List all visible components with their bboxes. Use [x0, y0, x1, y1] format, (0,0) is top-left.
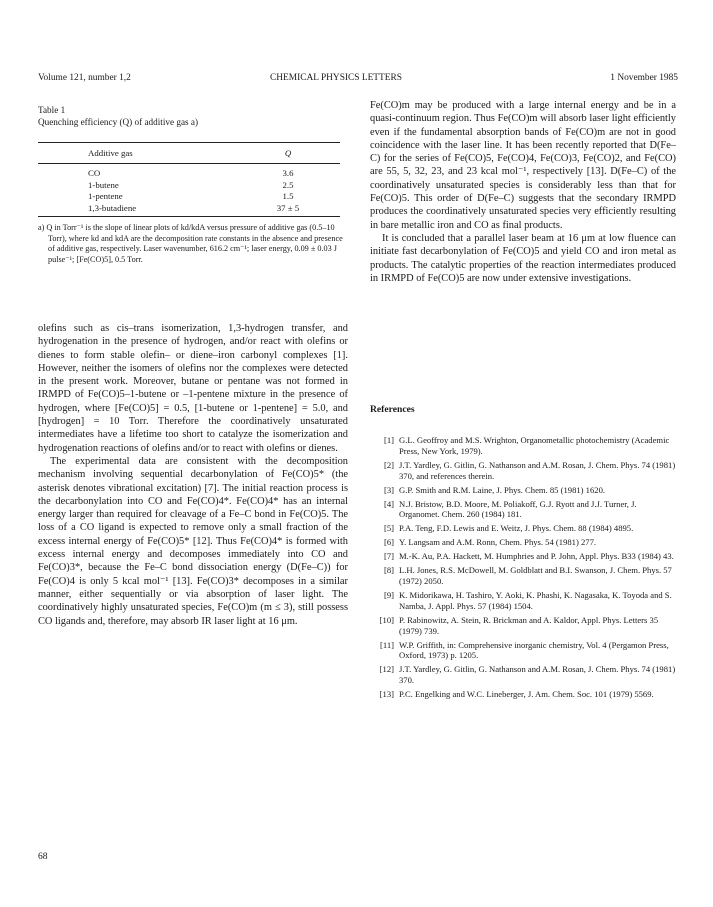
table-bottom-rule [38, 216, 340, 217]
right-column-text [370, 99, 676, 285]
reference-text: W.P. Griffith, in: Comprehensive inorganic chemistry, Vol. 4 (Pergamon Press, Oxford, 1973) p. 1205. [399, 639, 669, 661]
paragraph: olefins such as cis–trans isomerization, 1,3-hydrogen transfer, and hydrogenation in the presence of hydrogen, and/or react with olefins or dienes to form stable olefin– or diene–iron carbonyl complexes [1]. However, neither the isomers of olefins nor the complexes were detected in the present work. Moreover, butane or pentane was not formed in IRMPD of Fe(CO)5–1-butene or –1-pentene mixture in the presence of hydrogen, where [Fe(CO)5] = 0.5, [1-butene or 1-pentene] = 5.0, and [hydrogen] = 10 Torr. Therefore the coordinatively unsaturated intermediates have a lifetime too short to catalyze the isomerization and hydrogenation reactions of olefins and/or to react with olefins or dienes. [38, 323, 348, 454]
reference-text: P.C. Engelking and W.C. Lineberger, J. Am. Chem. Soc. 101 (1979) 5569. [399, 689, 654, 700]
column-header-q: Q [284, 148, 292, 158]
journal-name: CHEMICAL PHYSICS LETTERS [270, 73, 402, 83]
reference-number: [6] [383, 537, 394, 548]
paragraph: Fe(CO)m may be produced with a large internal energy and be in a quasi-continuum region. Thus Fe(CO)m will absorb laser light efficiently even if the fundamental absorption bands of Fe(CO)m are not in good coincidence with the laser line. It has been recently reported that D(Fe–C) for the series of Fe(CO)5, Fe(CO)4, Fe(CO)3, Fe(CO)2, and Fe(CO) are 55, 5, 32, 23, and 23 kcal mol⁻¹, respectively [13]. D(Fe–C) of the coordinatively unsaturated species is considerably less than that for Fe(CO)5. This order of D(Fe–C) suggests that the secondary IRMPD produces the coordinatively unsaturated species very efficiently resulting in bare metallic iron and CO as final products. [370, 100, 676, 231]
reference-item [370, 664, 676, 686]
reference-text: P.A. Teng, F.D. Lewis and E. Weitz, J. Phys. Chem. 88 (1984) 4895. [399, 523, 634, 534]
reference-item [370, 499, 676, 521]
left-column-text [38, 322, 348, 628]
reference-item [370, 551, 676, 562]
references-heading: References [370, 404, 415, 415]
reference-text: G.P. Smith and R.M. Laine, J. Phys. Chem. 85 (1981) 1620. [399, 484, 606, 495]
cell-gas: 1-pentene [88, 191, 123, 202]
cell-q: 37 ± 5 [276, 202, 300, 213]
cell-q: 2.5 [282, 179, 294, 190]
cell-gas: 1-butene [88, 179, 119, 190]
reference-number: [4] [383, 498, 394, 509]
paragraph: It is concluded that a parallel laser beam at 16 μm at low fluence can initiate fast decarbonylation of Fe(CO)5 and yield CO and iron metal as products. The catalytic properties of the reaction intermediates produced in IRMPD of Fe(CO)5 are now under extensive investigations. [370, 232, 676, 284]
issue-date: 1 November 1985 [610, 73, 678, 83]
reference-item [370, 590, 676, 612]
reference-item [370, 537, 676, 548]
cell-q: 1.5 [282, 191, 294, 202]
reference-number: [10] [379, 614, 394, 625]
reference-item [370, 615, 676, 637]
reference-text: K. Midorikawa, H. Tashiro, Y. Aoki, K. Phashi, K. Nagasaka, K. Toyoda and S. Namba, J. Appl. Phys. 57 (1984) 1504. [399, 589, 672, 611]
reference-number: [12] [379, 664, 394, 675]
reference-number: [7] [383, 551, 394, 562]
reference-number: [5] [383, 523, 394, 534]
table-title: Table 1 [38, 105, 66, 115]
reference-item [370, 689, 676, 700]
reference-text: G.L. Geoffroy and M.S. Wrighton, Organometallic photochemistry (Academic Press, New York, 1979). [399, 435, 670, 456]
table-footnote: a) Q in Torr⁻¹ is the slope of linear plots of kd/kdA versus pressure of additive gas (0.5–10 Torr), where kd and kdA are the decomposition rate constants in the absence and presence of additive gas, respectively. Laser wavenumber, 616.2 cm⁻¹; laser energy, 0.09 ± 0.03 J pulse⁻¹; [Fe(CO)5], 0.5 Torr. [38, 223, 343, 264]
cell-gas: 1,3-butadiene [88, 202, 137, 213]
reference-number: [9] [383, 589, 394, 600]
page-number: 68 [38, 851, 48, 862]
quenching-table [38, 142, 340, 217]
reference-item [370, 435, 676, 457]
reference-number: [8] [383, 565, 394, 576]
reference-item [370, 460, 676, 482]
table-caption: Quenching efficiency (Q) of additive gas a) [38, 117, 199, 127]
reference-text: J.T. Yardley, G. Gitlin, G. Nathanson and A.M. Rosan, J. Chem. Phys. 74 (1981) 370. [399, 664, 676, 686]
column-header-gas: Additive gas [88, 148, 133, 158]
reference-text: J.T. Yardley, G. Gitlin, G. Nathanson and A.M. Rosan, J. Chem. Phys. 74 (1981) 370, and references therein. [399, 459, 676, 481]
reference-text: N.J. Bristow, B.D. Moore, M. Poliakoff, G.J. Ryott and J.J. Turner, J. Organomet. Chem. 260 (1984) 181. [399, 498, 637, 520]
reference-text: P. Rabinowitz, A. Stein, R. Brickman and A. Kaldor, Appl. Phys. Letters 35 (1979) 739. [399, 614, 659, 636]
reference-item [370, 640, 676, 662]
table-header-row [38, 143, 340, 163]
reference-item [370, 523, 676, 534]
reference-list [370, 435, 676, 703]
reference-text: Y. Langsam and A.M. Ronn, Chem. Phys. 54 (1981) 277. [399, 537, 597, 548]
table-body [38, 164, 340, 216]
table-row [38, 168, 340, 180]
reference-number: [11] [380, 639, 394, 650]
paragraph: The experimental data are consistent with the decomposition mechanism involving sequential decarbonylation of Fe(CO)5* (the asterisk denotes vibrational excitation) [7]. The initial reaction process is the decarbonylation into CO and Fe(CO)4*. Fe(CO)4* has an internal energy larger than required for cleavage of a Fe–C bond in Fe(CO)5. The loss of a CO ligand is expected to remove only a small fraction of the excess internal energy of Fe(CO)5* [12]. Thus Fe(CO)4* is formed with excess internal energy and decomposes immediately into CO and Fe(CO)3*, because the Fe–C bond dissociation energy (D(Fe–C)) for Fe(CO)4 is only 5 kcal mol⁻¹ [13]. Fe(CO)3* decomposes in a similar manner, either sequentially or via absorption of laser light. The coordinatively highly unsaturated species, Fe(CO)m (m ≤ 3), still possess CO ligands and, therefore, may absorb IR laser light at 16 μm. [38, 455, 348, 627]
cell-q: 3.6 [282, 168, 294, 178]
reference-number: [2] [383, 459, 394, 470]
reference-item [370, 565, 676, 587]
volume-info: Volume 121, number 1,2 [38, 73, 131, 83]
table-row [38, 203, 340, 215]
table-1-block [38, 104, 348, 265]
page-header [38, 73, 678, 87]
reference-text: L.H. Jones, R.S. McDowell, M. Goldblatt and B.I. Swanson, J. Chem. Phys. 57 (1972) 2050. [399, 565, 672, 586]
table-row [38, 180, 340, 192]
cell-gas: CO [88, 168, 101, 178]
reference-number: [3] [383, 484, 394, 495]
reference-text: M.-K. Au, P.A. Hackett, M. Humphries and P. John, Appl. Phys. B33 (1984) 43. [399, 551, 674, 562]
reference-number: [13] [379, 689, 394, 700]
reference-item [370, 485, 676, 496]
table-row [38, 191, 340, 203]
reference-number: [1] [383, 435, 394, 445]
